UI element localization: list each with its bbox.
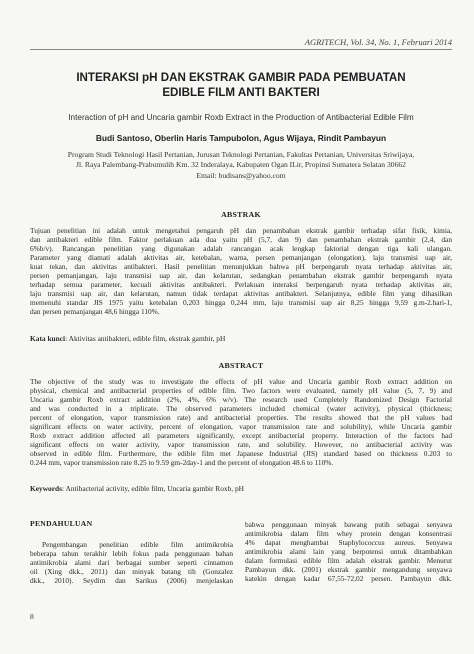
page-number: 8 xyxy=(30,612,34,621)
body-line: dkk., 2010). Seydim dan Sarikus (2006) menjelaskan xyxy=(30,576,233,585)
abstract-line: Uncaria gambir Roxb extract addition (2%, 4%, 6% w/v). The research used Completely Randomized Design Factorial xyxy=(30,395,452,404)
abstrak-line: Tujuan penelitian ini adalah untuk mengetahui pengaruh pH dan penambahan ekstrak gambir terhadap sifat fisik, kimia, xyxy=(30,226,452,235)
abstrak-line: laju transmisi uap air, dan kelarutan, namun tidak terdapat aktivitas antibakteri. Selanjutnya, edible film yang dihasilkan xyxy=(30,289,452,298)
abstract-line: significant effects on water activity, percent of elongation, vapor transmission rate and solubility), while Uncaria gambir xyxy=(30,422,452,431)
abstrak-line: memenuhi standar JIS 1975 yaitu ketebalan 0,203 hingga 0,244 mm, laju transmisi uap air 8,25 hingga 9,59 g.m-2.hari-1, xyxy=(30,298,452,307)
abstract-line: The objective of the study was to investigate the effects of pH value and Uncaria gambir Roxb extract addition on xyxy=(30,377,452,386)
affiliation-email: Email: budisans@yahoo.com xyxy=(196,170,286,180)
affiliation-line: Jl. Raya Palembang-Prabumulih Km. 32 Inderalaya, Kabupaten Ogan ILir, Propinsi Sumatera Selatan 30662 xyxy=(76,160,406,170)
abstrak-line: persen pemanjangan, laju transmisi uap air, dan kelarutan, sedangkan penambahan ekstrak gambir berpengaruh nyata xyxy=(30,271,452,280)
body-line: antimikrobia alami lain yang berpotensi untuk ditambahkan xyxy=(245,547,452,556)
left-column-text xyxy=(30,540,233,585)
keywords-text: : Antibacterial activity, edible film, Uncaria gambir Roxb, pH xyxy=(62,484,245,493)
abstract-line: 0.244 mm, vapor transmission rate 8.25 to 9.59 gm-2day-1 and the percent of elongation 48.6 to 110%. xyxy=(30,458,334,467)
authors: Budi Santoso, Oberlin Haris Tampubolon, Agus Wijaya, Rindit Pambayun xyxy=(95,133,387,143)
abstract-heading: ABSTRACT xyxy=(218,361,264,370)
body-line: beberapa tahun terakhir lebih fokus pada penggunaan bahan xyxy=(30,549,233,558)
body-line: katekin dengan kadar 67,55-72,02 persen. Pambayun dkk. xyxy=(245,574,452,583)
abstrak-line: kuat tekan, dan aktivitas antibakteri. Hasil penelitian menunjukkan bahwa pH berpengaruh nyata terhadap aktivitas air, xyxy=(30,262,452,271)
abstrak-line: dan antibakteri edible film. Faktor perlakuan ada dua yaitu pH (5,7, dan 9) dan penambahan ekstrak gambir (2,4, dan xyxy=(30,235,452,244)
abstrak-line: dan persen pemanjangan 48,6 hingga 110%. xyxy=(30,307,160,316)
english-title: Interaction of pH and Uncaria gambir Roxb Extract in the Production of Antibacterial Edible Film xyxy=(68,113,414,122)
body-line: bahwa penggunaan minyak bawang putih sebagai senyawa xyxy=(245,520,452,529)
body-line: dalam formulasi edible film adalah ekstrak gambir. Menurut xyxy=(245,556,452,565)
kata-kunci-label: Kata kunci xyxy=(30,334,66,343)
keywords xyxy=(30,484,452,493)
header-rule xyxy=(30,49,452,50)
paper-title xyxy=(30,70,452,100)
kata-kunci-text: : Aktivitas antibakteri, edible film, ekstrak gambir, pH xyxy=(65,334,226,343)
title-line-1: INTERAKSI pH DAN EKSTRAK GAMBIR PADA PEMBUATAN xyxy=(76,71,406,84)
journal-header: AGRITECH, Vol. 34, No. 1, Februari 2014 xyxy=(304,37,452,47)
abstract-body xyxy=(30,377,452,467)
abstrak-line: terhadap semua parameter, kecuali aktivitas antibakteri. Perlakuan interaksi berpengaruh nyata terhadap aktivitas air, xyxy=(30,280,452,289)
body-line: antimikrobia dalam film whey protein dengan konsentrasi xyxy=(245,529,452,538)
abstrak-body xyxy=(30,226,452,316)
body-line: Pambayun dkk. (2001) ekstrak gambir mengandung senyawa xyxy=(245,565,452,574)
abstract-line: Roxb extract addition affected all parameters significantly, except antibacterial property. Interaction of the factors had xyxy=(30,431,452,440)
abstract-line: physical, chemical and antibacterial properties of edible film. Two factors were evaluated, namely pH value (5, 7, 9) and xyxy=(30,386,452,395)
abstract-line: and was conducted in a triplicate. The observed parameters included chemical (water activity), physical (thickness; xyxy=(30,404,452,413)
title-line-2: EDIBLE FILM ANTI BAKTERI xyxy=(162,86,320,99)
abstract-line: significant effects on water activity, vapor transmission rate, and solubility. However, no antibacterial activity was xyxy=(30,440,452,449)
affiliation xyxy=(30,150,452,181)
abstrak-line: 6%b/v). Rancangan penelitian yang digunakan adalah rancangan acak lengkap faktorial dengan tiga kali ulangan. xyxy=(30,244,452,253)
abstract-line: observed in edible film. Furthermore, the edible film met Japanese Industrial (JIS) standard based on thickness 0.203 to xyxy=(30,449,452,458)
section-heading: PENDAHULUAN xyxy=(30,519,93,528)
keywords-label: Keywords xyxy=(30,484,63,493)
body-line: Pengembangan penelitian edible film antimikrobia xyxy=(42,540,233,549)
abstract-line: percent of elongation, vapor transmission rate) and antibacterial properties. The results showed that the pH values had xyxy=(30,413,452,422)
kata-kunci xyxy=(30,334,452,343)
abstrak-heading: ABSTRAK xyxy=(221,210,261,219)
body-line: 4% dapat menghambat Staphylococcus aureus. Senyawa xyxy=(245,538,452,547)
affiliation-line: Program Studi Teknologi Hasil Pertanian, Jurusan Teknologi Pertanian, Fakultas Pertanian, Universitas Sriwijaya, xyxy=(67,150,415,159)
abstrak-line: Parameter yang diamati adalah aktivitas air, ketebalan, warna, persen pemanjangan (elongation), laju transmisi uap air, xyxy=(30,253,452,262)
right-column-text xyxy=(245,520,452,583)
body-line: antimikrobia alami dari berbagai sumber seperti cinnamon xyxy=(30,558,233,567)
body-line: oil (Xing dkk., 2011) dan minyak batang tih (Gonzalez xyxy=(30,567,233,576)
